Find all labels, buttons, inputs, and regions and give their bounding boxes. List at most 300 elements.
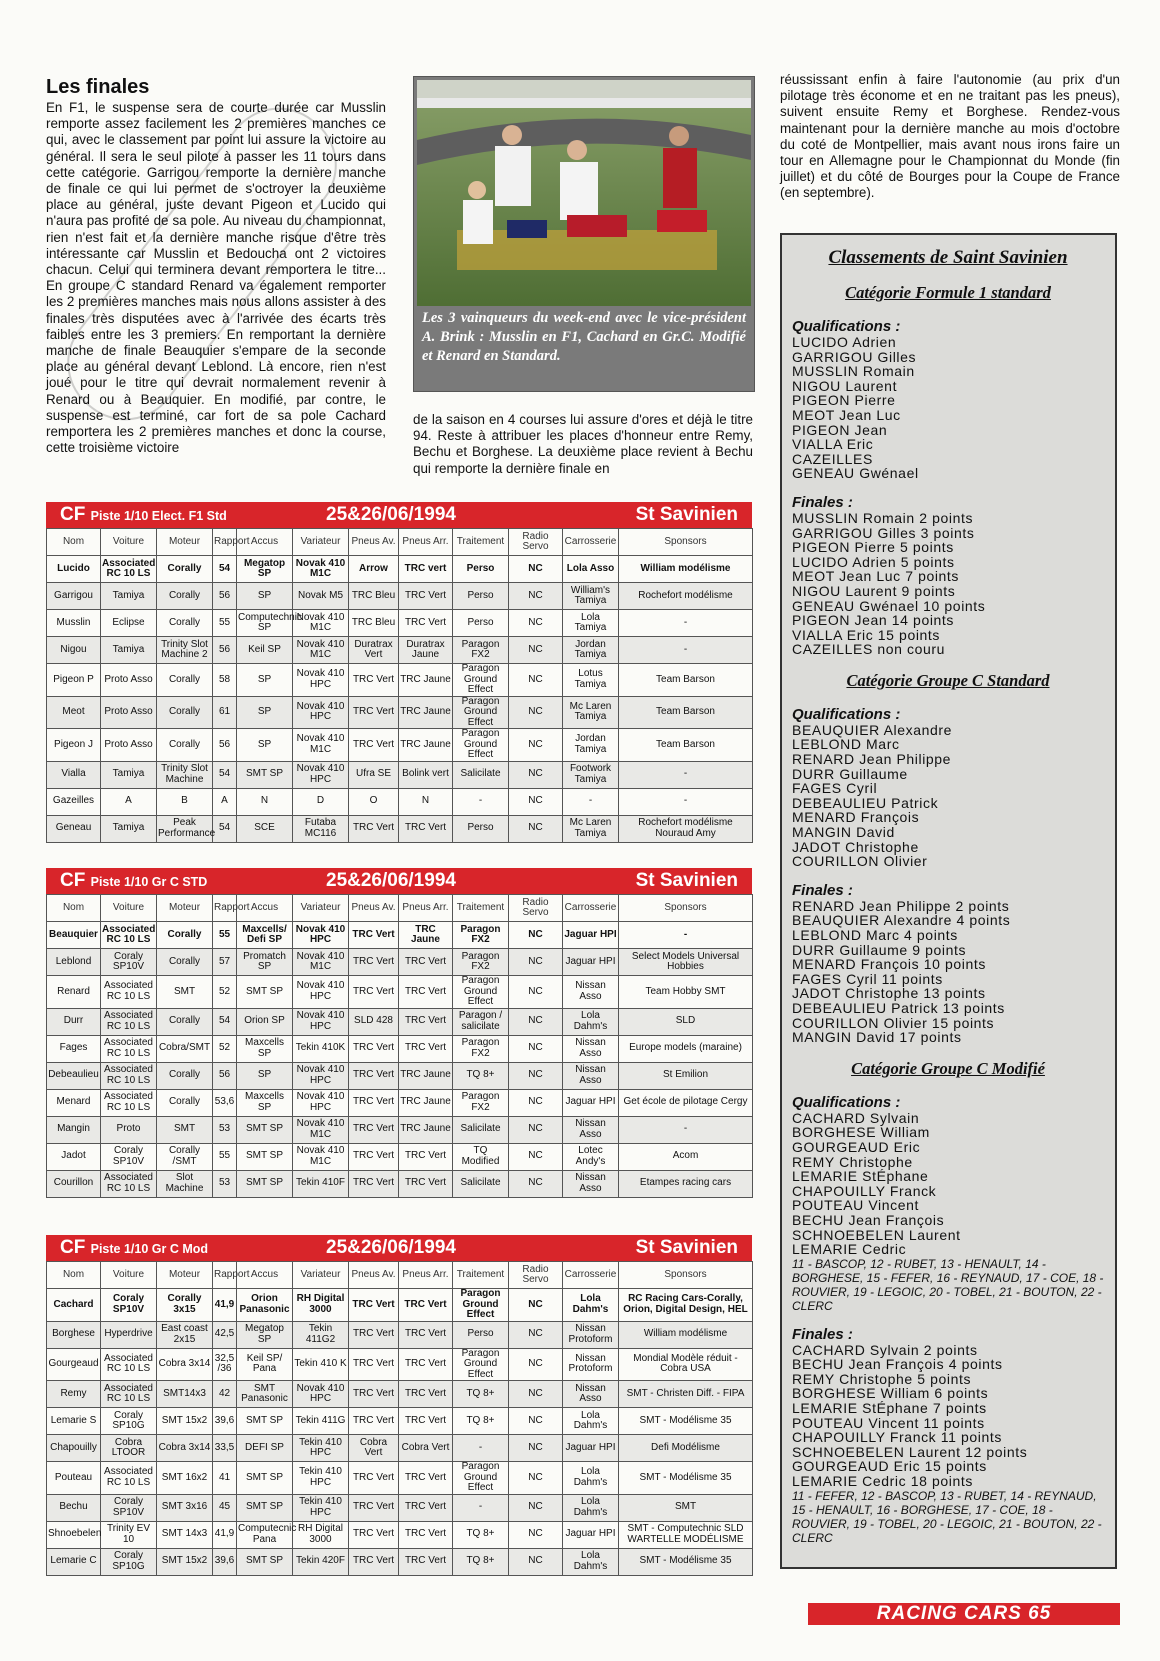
table-cell: Bechu [47,1494,101,1521]
qualification-extra: 11 - BASCOP, 12 - RUBET, 13 - HENAULT, 14 - BORGHESE, 15 - FEFER, 16 - REYNAUD, 17 - COE, 18 - ROUVIER, 19 - LEGOIC, 20 - TOBEL, 21 - BOUTON, 22 - CLERC [792,1256,1104,1313]
table-cell: 58 [213,664,237,697]
table-cell: Pouteau [47,1462,101,1495]
table-cell: TRC Vert [399,1408,453,1435]
table-cell: TRC Vert [399,1008,453,1035]
table-cell: TRC Vert [399,1289,453,1322]
table-cell: 56 [213,1062,237,1089]
table-place: St Savinien [635,504,738,525]
qualification-entry: LEMARIE Cedric [792,1241,907,1258]
table-cell: SMT 14x3 [157,1521,213,1548]
finale-entry: GARRIGOU Gilles 3 points [792,524,975,541]
table-cell: Keil SP [237,637,293,664]
table-cell: Novak 410 M1C [293,949,349,976]
table-cell: NC [509,1381,563,1408]
table-cell: Cobra Vert [349,1435,399,1462]
table-cell: TRC Vert [399,583,453,610]
table-cell: TQ 8+ [453,1408,509,1435]
table-cell: Europe models (maraine) [619,1035,753,1062]
table-cell: TRC Jaune [399,1089,453,1116]
results-table-grc-mod [46,1235,752,1576]
table-row [47,583,753,610]
table-cell: Associated RC 10 LS [101,922,157,949]
table-cell: Tamiya [101,637,157,664]
table-cell: TRC Vert [349,949,399,976]
table-cell: Lola Dahm's [563,1462,619,1495]
table-cell: SMT 3x16 [157,1494,213,1521]
table-row [47,1408,753,1435]
table-cell: TRC Vert [349,1289,399,1322]
table-cell: NC [509,1408,563,1435]
finale-entry: JADOT Christophe 13 points [792,985,986,1002]
table-cell: RH Digital 3000 [293,1289,349,1322]
table-cell: Paragon FX2 [453,1035,509,1062]
finale-entry: LEMARIE Cedric 18 points [792,1473,973,1490]
table-row [47,729,753,762]
table-cell: 41,9 [213,1289,237,1322]
qualification-entry: PIGEON Pierre [792,392,896,409]
table-cell: Novak 410 HPC [293,1008,349,1035]
table-row [47,1143,753,1170]
table-cell: TRC Vert [349,696,399,729]
table-cell: TRC Vert [399,976,453,1009]
table-cell: Nissan Asso [563,1062,619,1089]
table-row [47,1035,753,1062]
table-cell: Tamiya [101,815,157,842]
category-title: Catégorie Groupe C Standard [846,670,1050,690]
table-row [47,556,753,583]
table-cell: Lola Dahm's [563,1289,619,1322]
column-header: Nom [47,529,101,556]
article-column-3: réussissant enfin à faire l'autonomie (au prix d'un pilotage très économe et en ne traitant pas les pneus), suivent ensuite Remy et Borghese. Rendez-vous maintenant pour la dernière manche au mois d'octobre du coté de Montpellier, mais avant nous irons faire un tour en Allemagne pour le Championnat du Monde (fin juillet) et du côté de Bourges pour la Coupe de France (en septembre). [780,72,1120,201]
table-cell: Peak Performance [157,815,213,842]
column-header: Nom [47,1262,101,1289]
table-cell: Jordan Tamiya [563,729,619,762]
table-cell: SMT SP [237,1116,293,1143]
table-cell: Perso [453,815,509,842]
table-cell: - [619,637,753,664]
table-cell: NC [509,815,563,842]
column-header: Pneus Arr. [399,895,453,922]
table-cell: Paragon Ground Effect [453,976,509,1009]
table-cell: Leblond [47,949,101,976]
table-cell: TRC Vert [349,1089,399,1116]
table-cell: TRC Vert [399,1143,453,1170]
table-date: 25&26/06/1994 [326,1237,456,1258]
table-cell: Novak 410 HPC [293,1062,349,1089]
table-cell: Coraly SP10G [101,1548,157,1575]
finale-entry: BEAUQUIER Alexandre 4 points [792,912,1011,929]
table-cell: Tekin 410K [293,1035,349,1062]
table-cell: - [453,1435,509,1462]
table-cell: Trinity Slot Machine 2 [157,637,213,664]
table-cell: NC [509,1289,563,1322]
table-cell: Coraly SP10V [101,1143,157,1170]
table-cell: St Emilion [619,1062,753,1089]
table-cell: Tekin 411G2 [293,1321,349,1348]
column-header: Traitement [453,1262,509,1289]
qualification-entry: BORGHESE William [792,1124,930,1141]
table-cell: NC [509,1116,563,1143]
table-cell: - [619,922,753,949]
table-cell: Associated RC 10 LS [101,1008,157,1035]
table-cell: TRC Vert [399,815,453,842]
table-cell: NC [509,610,563,637]
table-cell: O [349,788,399,815]
table-cell: Novak 410 HPC [293,1381,349,1408]
table-cell: Associated RC 10 LS [101,1348,157,1381]
table-cell: 54 [213,1008,237,1035]
table-date: 25&26/06/1994 [326,504,456,525]
table-cell: RH Digital 3000 [293,1521,349,1548]
table-cell: Futaba MC116 [293,815,349,842]
magazine-footer: RACING CARS 65 [808,1603,1120,1625]
column-header: Carrosserie [563,895,619,922]
finale-entry: BORGHESE William 6 points [792,1385,989,1402]
table-cell: TRC Vert [349,1548,399,1575]
table-cell: Megatop SP [237,1321,293,1348]
table-cell: TRC Vert [349,1408,399,1435]
table-cell: Novak 410 HPC [293,1089,349,1116]
table-cell: SMT SP [237,1170,293,1197]
table-cell: SMT [157,976,213,1009]
column-header: Sponsors [619,529,753,556]
table-cell: Nissan Protoform [563,1321,619,1348]
results-table-grc-std [46,868,752,1198]
table-cell: SCE [237,815,293,842]
table-cell: Slot Machine [157,1170,213,1197]
table-row [47,696,753,729]
table-cell: Hyperdrive [101,1321,157,1348]
qualification-entry: POUTEAU Vincent [792,1197,920,1214]
table-cell: TRC Jaune [399,1116,453,1143]
table-cell: Etampes racing cars [619,1170,753,1197]
table-cell: NC [509,1062,563,1089]
table-cell: SP [237,729,293,762]
table-cell: Associated RC 10 LS [101,976,157,1009]
table-cell: Rochefort modélisme [619,583,753,610]
table-cell: Pigeon P [47,664,101,697]
table-cell: NC [509,696,563,729]
column-header: Carrosserie [563,1262,619,1289]
table-cell: Lola Asso [563,556,619,583]
table-cell: Tekin 410F [293,1170,349,1197]
table-cell: SMT [619,1494,753,1521]
table-cell: Computechnic SP [237,610,293,637]
table-cell: Corally [157,583,213,610]
table-cell: Nigou [47,637,101,664]
table-cell: Lola Dahm's [563,1008,619,1035]
table-cell: Rochefort modélisme Nouraud Amy [619,815,753,842]
column-header: Nom [47,895,101,922]
table-cell: Maxcells/ Defi SP [237,922,293,949]
table-cell: Novak 410 M1C [293,1143,349,1170]
table-cell: NC [509,664,563,697]
table-cell: 42 [213,1381,237,1408]
qualification-entry: LEMARIE StÉphane [792,1168,929,1185]
table-cell: Cobra Vert [399,1435,453,1462]
table-cell: TRC Vert [349,976,399,1009]
table-cell: - [453,788,509,815]
column-header: Pneus Av. [349,1262,399,1289]
table-cell: SMT - Modélisme 35 [619,1462,753,1495]
table-cell: 39,6 [213,1408,237,1435]
table-cell: SMT SP [237,1408,293,1435]
table-cell: Shnoebelen [47,1521,101,1548]
table-cell: TRC Vert [349,1116,399,1143]
table-cell: 55 [213,1143,237,1170]
column-header: Pneus Av. [349,895,399,922]
qualification-entry: GOURGEAUD Eric [792,1138,921,1155]
table-cell: Paragon Ground Effect [453,664,509,697]
table-place: St Savinien [635,870,738,891]
table-cell: NC [509,922,563,949]
table-cell: Corally [157,696,213,729]
table-cell: TRC Bleu [349,583,399,610]
results-table [46,1261,753,1576]
table-cell: Gazeilles [47,788,101,815]
table-row [47,815,753,842]
table-cell: 41,9 [213,1521,237,1548]
table-cell: SP [237,1062,293,1089]
table-cell: - [453,1494,509,1521]
table-cell: Tekin 410 HPC [293,1462,349,1495]
table-cell: NC [509,556,563,583]
column-header: Moteur [157,529,213,556]
column-header: Pneus Arr. [399,529,453,556]
table-cell: Meot [47,696,101,729]
qualification-entry: MANGIN David [792,824,895,841]
table-cell: NC [509,788,563,815]
cf-label: CF [60,1237,86,1258]
table-cell: Trinity EV 10 [101,1521,157,1548]
table-cell: - [619,610,753,637]
table-cell: TRC Vert [399,1381,453,1408]
table-cell: Tekin 410 HPC [293,1435,349,1462]
table-cell: SMT 15x2 [157,1548,213,1575]
column-header: Moteur [157,1262,213,1289]
table-cell: Chapouilly [47,1435,101,1462]
table-cell: Orion SP [237,1008,293,1035]
table-cell: 41 [213,1462,237,1495]
table-cell: Corally [157,922,213,949]
table-cell: Tekin 420F [293,1548,349,1575]
table-cell: - [619,761,753,788]
column-header: Variateur [293,895,349,922]
column-header: Accus [237,1262,293,1289]
table-cell: SMT - Christen Diff. - FIPA [619,1381,753,1408]
column-header: Variateur [293,529,349,556]
table-cell: Ufra SE [349,761,399,788]
table-cell: Associated RC 10 LS [101,1035,157,1062]
column-header: Radio Servo [509,529,563,556]
table-label [60,1237,208,1259]
table-cell: Lemarie S [47,1408,101,1435]
finale-entry: SCHNOEBELEN Laurent 12 points [792,1443,1028,1460]
table-cell: Coraly SP10G [101,1408,157,1435]
table-cell: Lotec Andy's [563,1143,619,1170]
table-cell: Beauquier [47,922,101,949]
column-header: Sponsors [619,895,753,922]
finale-entry: CHAPOUILLY Franck 11 points [792,1429,1002,1446]
table-cell: N [237,788,293,815]
table-cell: TRC Vert [349,922,399,949]
table-cell: Nissan Asso [563,1170,619,1197]
table-cell: TQ 8+ [453,1062,509,1089]
photo-caption: Les 3 vainqueurs du week-end avec le vice-président A. Brink : Musslin en F1, Cachard en Gr.C. Modifié et Renard en Standard. [422,310,746,364]
table-cell: NC [509,1548,563,1575]
table-cell: 53,6 [213,1089,237,1116]
table-cell: Corally [157,949,213,976]
table-cell: Gourgeaud [47,1348,101,1381]
table-cell: Nissan Asso [563,1116,619,1143]
column-header: Sponsors [619,1262,753,1289]
table-cell: 54 [213,761,237,788]
table-cell: Cobra LTOOR [101,1435,157,1462]
table-cell: TRC Vert [349,1348,399,1381]
table-cell: William's Tamiya [563,583,619,610]
table-cell: 52 [213,1035,237,1062]
table-cell: 56 [213,729,237,762]
table-cell: Courillon [47,1170,101,1197]
table-cell: Paragon FX2 [453,1089,509,1116]
results-table [46,894,753,1198]
finale-entry: DEBEAULIEU Patrick 13 points [792,999,1005,1016]
classements-box [780,233,1117,1569]
table-cell: Novak 410 HPC [293,922,349,949]
column-header: Pneus Arr. [399,1262,453,1289]
qualifications-label: Qualifications : [792,705,901,723]
table-cell: SMT SP [237,1143,293,1170]
table-cell: 55 [213,610,237,637]
table-cell: TRC Jaune [399,696,453,729]
table-cell: TRC Vert [349,1170,399,1197]
table-label [60,504,227,526]
table-cell: NC [509,583,563,610]
column-header: Accus [237,529,293,556]
table-cell: Durr [47,1008,101,1035]
qualification-entry: CACHARD Sylvain [792,1109,920,1126]
table-cell: SMT SP [237,1548,293,1575]
qualification-entry: LUCIDO Adrien [792,334,897,350]
table-cell: Eclipse [101,610,157,637]
table-cell: Tekin 410 HPC [293,1494,349,1521]
finale-entry: PIGEON Pierre 5 points [792,539,954,556]
table-cell: Team Barson [619,729,753,762]
table-cell: East coast 2x15 [157,1321,213,1348]
table-row [47,949,753,976]
table-place: St Savinien [635,1237,738,1258]
table-cell: Geneau [47,815,101,842]
table-cell: Coraly SP10V [101,1494,157,1521]
finale-entry: COURILLON Olivier 15 points [792,1014,995,1031]
table-cell: TQ 8+ [453,1548,509,1575]
table-cell: Borghese [47,1321,101,1348]
winners-photo [417,80,751,306]
table-cell: Proto Asso [101,664,157,697]
table-cell: Proto [101,1116,157,1143]
table-cell: 54 [213,556,237,583]
finale-entry: POUTEAU Vincent 11 points [792,1414,985,1431]
table-cell: Trinity Slot Machine [157,761,213,788]
finale-entry: LEBLOND Marc 4 points [792,927,958,943]
table-cell: Duratrax Jaune [399,637,453,664]
table-cell: 56 [213,583,237,610]
table-cell: Cachard [47,1289,101,1322]
finale-entry: VIALLA Eric 15 points [792,626,941,643]
qualification-entry: DEBEAULIEU Patrick [792,794,939,811]
classements-title: Classements de Saint Savinien [828,247,1068,268]
table-row [47,1321,753,1348]
table-cell: William modélisme [619,1321,753,1348]
table-cell: Lola Dahm's [563,1494,619,1521]
table-cell: Corally [157,610,213,637]
table-cell: Jaguar HPI [563,922,619,949]
qualifications-label: Qualifications : [792,318,901,335]
article-column-2: de la saison en 4 courses lui assure d'ores et déjà le titre 94. Reste à attribuer les places d'honneur entre Remy, Bechu et Borghese. La deuxième place revient à Bechu qui remporte la dernière finale en [413,412,753,476]
table-cell: NC [509,1170,563,1197]
table-cell: Associated RC 10 LS [101,1381,157,1408]
table-cell: TRC vert [399,556,453,583]
table-cell: SMT - Computechnic SLD WARTELLE MODÉLISME [619,1521,753,1548]
table-cell: 57 [213,949,237,976]
table-cell: TRC Vert [349,1143,399,1170]
table-cell: - [619,1116,753,1143]
table-cell: Perso [453,583,509,610]
table-cell: Keil SP/ Pana [237,1348,293,1381]
table-cell: Lola Tamiya [563,610,619,637]
finale-entry: FAGES Cyril 11 points [792,970,943,987]
table-cell: Associated RC 10 LS [101,1170,157,1197]
finale-entry: NIGOU Laurent 9 points [792,582,956,599]
table-cell: Novak 410 M1C [293,637,349,664]
table-cell: TRC Vert [349,1381,399,1408]
column-header: Carrosserie [563,529,619,556]
table-cell: Tekin 411G [293,1408,349,1435]
table-cell: Footwork Tamiya [563,761,619,788]
table-row [47,1494,753,1521]
table-cell: TRC Jaune [399,729,453,762]
column-header: Accus [237,895,293,922]
table-cell: 52 [213,976,237,1009]
table-cell: Promatch SP [237,949,293,976]
finale-entry: BECHU Jean François 4 points [792,1356,1003,1373]
table-cell: Corally /SMT [157,1143,213,1170]
table-row [47,788,753,815]
photo-box [413,76,755,392]
table-cell: SMT SP [237,1494,293,1521]
table-cell: Nissan Asso [563,976,619,1009]
column-header: Rapport [213,529,237,556]
qualification-entry: FAGES Cyril [792,780,878,797]
finale-entry: CAZEILLES non couru [792,641,946,658]
table-cell: Fages [47,1035,101,1062]
table-cell: TRC Vert [349,1062,399,1089]
table-cell: TRC Bleu [349,610,399,637]
table-cell: Novak 410 M1C [293,556,349,583]
table-cell: Mondial Modèle réduit - Cobra USA [619,1348,753,1381]
table-cell: Novak 410 M1C [293,729,349,762]
table-row [47,1462,753,1495]
table-header-bar [46,1235,752,1261]
table-cell: SP [237,583,293,610]
column-header: Traitement [453,895,509,922]
qualification-entry: BEAUQUIER Alexandre [792,721,953,738]
table-cell: Paragon FX2 [453,922,509,949]
table-cell: William modélisme [619,556,753,583]
table-cell: 55 [213,922,237,949]
table-cell: TRC Jaune [399,1062,453,1089]
table-cell: DEFI SP [237,1435,293,1462]
